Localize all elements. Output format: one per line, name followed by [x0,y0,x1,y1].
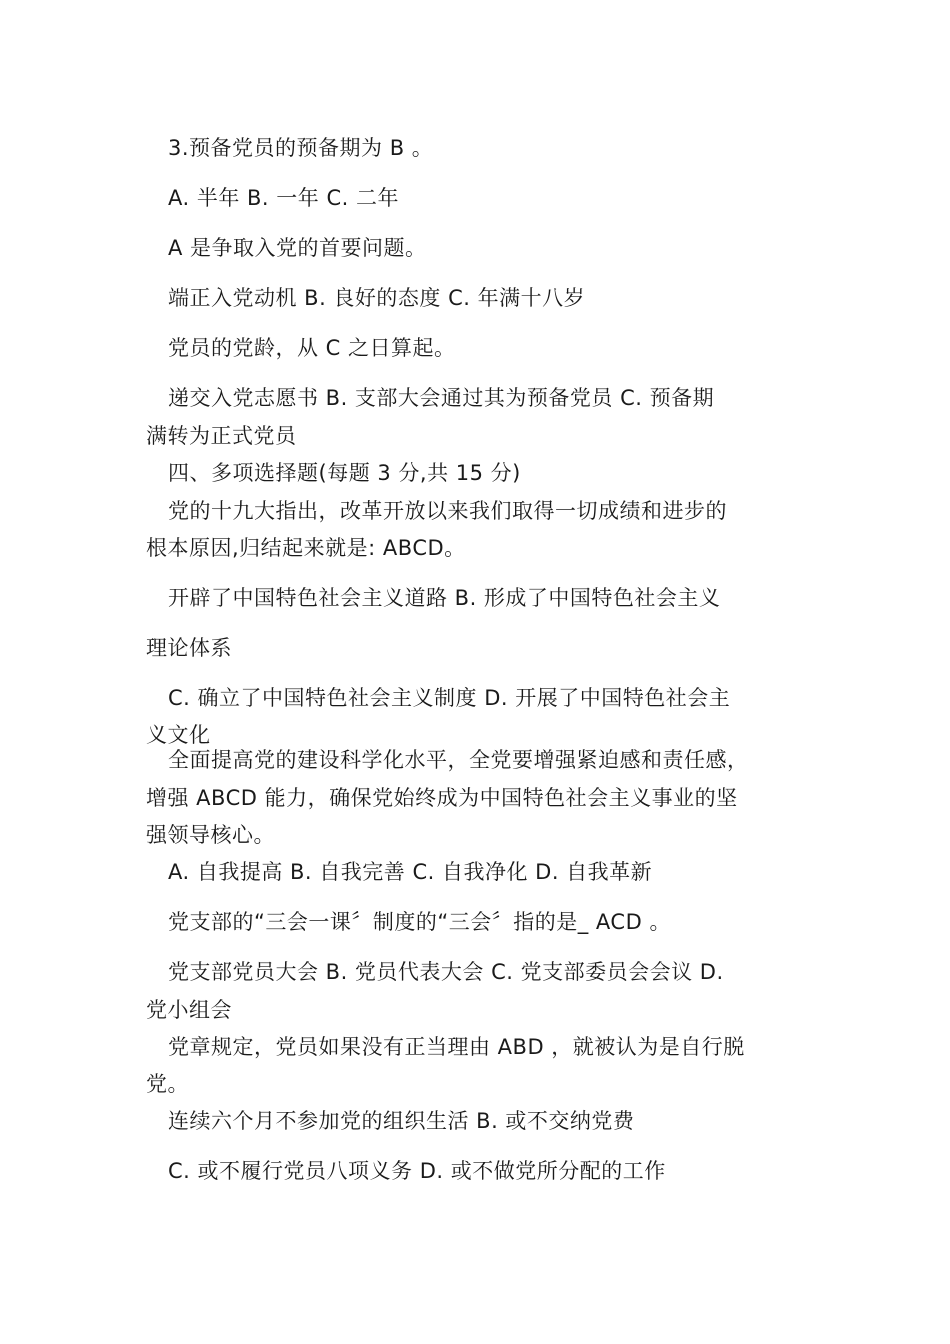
mc-question-3-options: 党支部党员大会 B. 党员代表大会 C. 党支部委员会会议 D. [168,960,724,984]
mc-question-1-options-2-cont: 义文化 [146,723,211,747]
mc-question-4-options-2: C. 或不履行党员八项义务 D. 或不做党所分配的工作 [168,1159,666,1183]
mc-question-2-stem: 全面提高党的建设科学化水平，全党要增强紧迫感和责任感， [168,748,749,772]
question-4-stem: A 是争取入党的首要问题。 [168,236,427,260]
question-4-options: 端正入党动机 B. 良好的态度 C. 年满十八岁 [168,286,586,310]
mc-question-2-stem-cont-2: 强领导核心。 [146,823,275,847]
mc-question-1-stem-cont: 根本原因,归结起来就是: ABCD。 [146,536,466,560]
mc-question-4-options: 连续六个月不参加党的组织生活 B. 或不交纳党费 [168,1109,635,1133]
question-3-stem: 3.预备党员的预备期为 B 。 [168,136,434,160]
question-5-options-cont: 满转为正式党员 [146,424,297,448]
mc-question-2-options: A. 自我提高 B. 自我完善 C. 自我净化 D. 自我革新 [168,860,653,884]
section-heading: 四、多项选择题(每题 3 分,共 15 分) [168,461,521,485]
mc-question-2-stem-cont: 增强 ABCD 能力，确保党始终成为中国特色社会主义事业的坚 [146,786,738,810]
mc-question-4-stem: 党章规定，党员如果没有正当理由 ABD ，就被认为是自行脱 [168,1035,745,1059]
mc-question-1-options: 开辟了中国特色社会主义道路 B. 形成了中国特色社会主义 [168,586,721,610]
question-5-options: 递交入党志愿书 B. 支部大会通过其为预备党员 C. 预备期 [168,386,715,410]
mc-question-1-options-2: C. 确立了中国特色社会主义制度 D. 开展了中国特色社会主 [168,686,731,710]
mc-question-3-options-cont: 党小组会 [146,998,232,1022]
question-3-options: A. 半年 B. 一年 C. 二年 [168,186,399,210]
mc-question-1-options-cont: 理论体系 [146,636,232,660]
mc-question-1-stem: 党的十九大指出，改革开放以来我们取得一切成绩和进步的 [168,499,727,523]
mc-question-4-stem-cont: 党。 [146,1072,189,1096]
mc-question-3-stem: 党支部的“三会一课〞制度的“三会〞指的是_ ACD 。 [168,910,671,934]
question-5-stem: 党员的党龄，从 C 之日算起。 [168,336,456,360]
